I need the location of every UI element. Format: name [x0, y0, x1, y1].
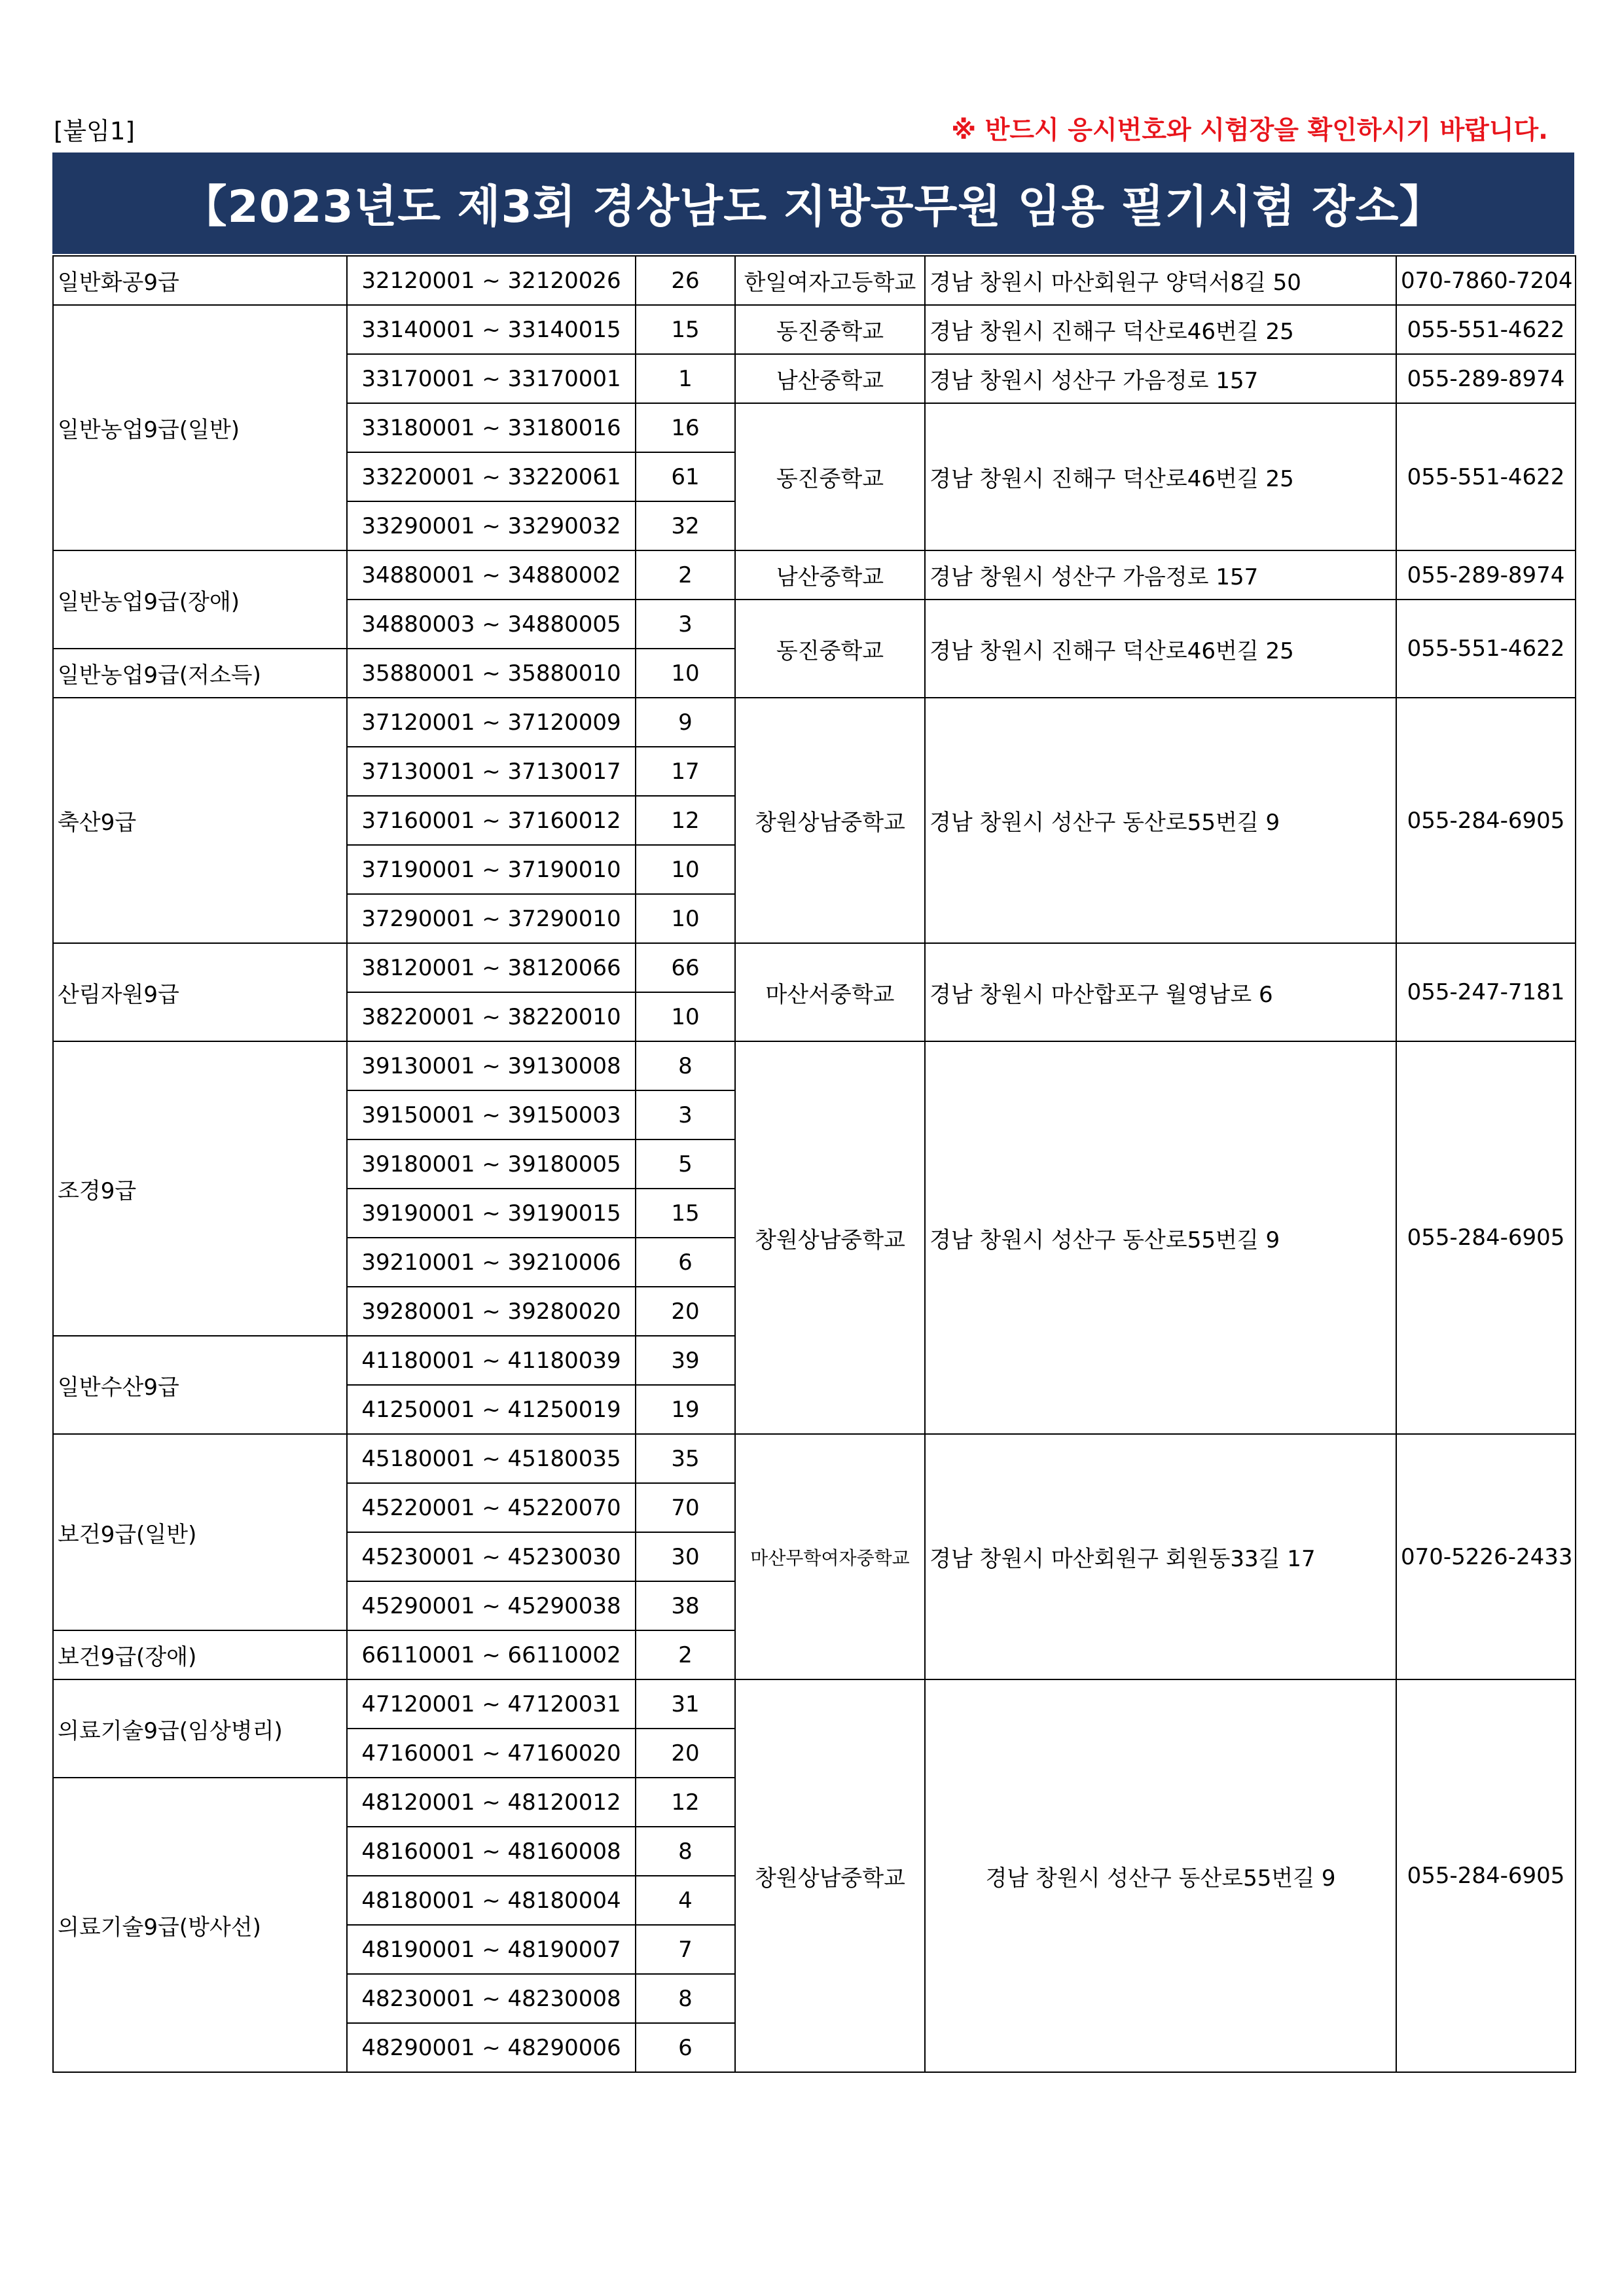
applicant-count-cell: 1	[636, 354, 735, 403]
exam-school-cell: 한일여자고등학교	[735, 256, 925, 305]
table-row	[53, 1041, 1576, 1090]
exam-number-range-cell: 66110001 ~ 66110002	[347, 1630, 636, 1679]
exam-number-range-cell: 39210001 ~ 39210006	[347, 1238, 636, 1287]
school-address-cell: 경남 창원시 마산회원구 회원동33길 17	[925, 1434, 1396, 1679]
applicant-count-cell: 2	[636, 1630, 735, 1679]
school-address-cell: 경남 창원시 마산회원구 양덕서8길 50	[925, 256, 1396, 305]
page-title	[52, 152, 1574, 254]
applicant-count-cell: 10	[636, 845, 735, 894]
job-category-cell: 조경9급	[53, 1041, 347, 1336]
school-phone-cell: 055-551-4622	[1396, 600, 1576, 698]
exam-number-range-cell: 38220001 ~ 38220010	[347, 992, 636, 1041]
applicant-count-cell: 19	[636, 1385, 735, 1434]
school-phone-cell: 055-551-4622	[1396, 403, 1576, 550]
exam-school-cell: 동진중학교	[735, 403, 925, 550]
job-category-cell: 일반화공9급	[53, 256, 347, 305]
applicant-count-cell: 12	[636, 1778, 735, 1827]
school-phone-cell: 070-7860-7204	[1396, 256, 1576, 305]
exam-number-range-cell: 48290001 ~ 48290006	[347, 2023, 636, 2072]
job-category-cell: 의료기술9급(방사선)	[53, 1778, 347, 2072]
exam-number-range-cell: 48160001 ~ 48160008	[347, 1827, 636, 1876]
applicant-count-cell: 8	[636, 1041, 735, 1090]
applicant-count-cell: 6	[636, 1238, 735, 1287]
exam-school-cell: 마산서중학교	[735, 943, 925, 1041]
school-phone-cell: 055-551-4622	[1396, 305, 1576, 354]
exam-school-cell: 남산중학교	[735, 354, 925, 403]
exam-number-range-cell: 33180001 ~ 33180016	[347, 403, 636, 452]
exam-number-range-cell: 34880003 ~ 34880005	[347, 600, 636, 649]
applicant-count-cell: 4	[636, 1876, 735, 1925]
applicant-count-cell: 6	[636, 2023, 735, 2072]
table-row	[53, 305, 1576, 354]
school-phone-cell: 055-284-6905	[1396, 1041, 1576, 1434]
exam-number-range-cell: 41180001 ~ 41180039	[347, 1336, 636, 1385]
exam-number-range-cell: 48190001 ~ 48190007	[347, 1925, 636, 1974]
school-address-cell: 경남 창원시 성산구 가음정로 157	[925, 550, 1396, 600]
school-address-cell: 경남 창원시 진해구 덕산로46번길 25	[925, 600, 1396, 698]
applicant-count-cell: 26	[636, 256, 735, 305]
exam-number-range-cell: 47160001 ~ 47160020	[347, 1729, 636, 1778]
page-title-text: 【2023년도 제3회 경상남도 지방공무원 임용 필기시험 장소】	[182, 181, 1445, 233]
applicant-count-cell: 12	[636, 796, 735, 845]
applicant-count-cell: 15	[636, 305, 735, 354]
applicant-count-cell: 39	[636, 1336, 735, 1385]
school-address-cell: 경남 창원시 성산구 동산로55번길 9	[925, 1679, 1396, 2072]
exam-number-range-cell: 33140001 ~ 33140015	[347, 305, 636, 354]
table-row	[53, 1434, 1576, 1483]
exam-number-range-cell: 48180001 ~ 48180004	[347, 1876, 636, 1925]
job-category-cell: 보건9급(일반)	[53, 1434, 347, 1630]
exam-number-range-cell: 35880001 ~ 35880010	[347, 649, 636, 698]
applicant-count-cell: 3	[636, 1090, 735, 1139]
school-address-cell: 경남 창원시 진해구 덕산로46번길 25	[925, 305, 1396, 354]
school-address-cell: 경남 창원시 성산구 가음정로 157	[925, 354, 1396, 403]
job-category-cell: 축산9급	[53, 698, 347, 943]
applicant-count-cell: 20	[636, 1729, 735, 1778]
exam-school-cell: 창원상남중학교	[735, 1041, 925, 1434]
job-category-cell: 일반농업9급(일반)	[53, 305, 347, 550]
applicant-count-cell: 70	[636, 1483, 735, 1532]
applicant-count-cell: 3	[636, 600, 735, 649]
school-phone-cell: 070-5226-2433	[1396, 1434, 1576, 1679]
exam-number-range-cell: 39130001 ~ 39130008	[347, 1041, 636, 1090]
applicant-count-cell: 32	[636, 501, 735, 550]
applicant-count-cell: 66	[636, 943, 735, 992]
job-category-cell: 보건9급(장애)	[53, 1630, 347, 1679]
school-phone-cell: 055-284-6905	[1396, 1679, 1576, 2072]
school-phone-cell: 055-289-8974	[1396, 354, 1576, 403]
exam-number-range-cell: 48230001 ~ 48230008	[347, 1974, 636, 2023]
exam-number-range-cell: 37130001 ~ 37130017	[347, 747, 636, 796]
attachment-label: [붙임1]	[54, 117, 135, 145]
exam-school-cell: 동진중학교	[735, 305, 925, 354]
applicant-count-cell: 5	[636, 1139, 735, 1189]
exam-number-range-cell: 33220001 ~ 33220061	[347, 452, 636, 501]
exam-school-cell: 동진중학교	[735, 600, 925, 698]
applicant-count-cell: 10	[636, 649, 735, 698]
applicant-count-cell: 20	[636, 1287, 735, 1336]
exam-number-range-cell: 39190001 ~ 39190015	[347, 1189, 636, 1238]
table-row	[53, 943, 1576, 992]
exam-number-range-cell: 39150001 ~ 39150003	[347, 1090, 636, 1139]
exam-number-range-cell: 37290001 ~ 37290010	[347, 894, 636, 943]
applicant-count-cell: 15	[636, 1189, 735, 1238]
exam-school-cell: 창원상남중학교	[735, 698, 925, 943]
applicant-count-cell: 30	[636, 1532, 735, 1581]
exam-number-range-cell: 37160001 ~ 37160012	[347, 796, 636, 845]
table-row	[53, 1679, 1576, 1729]
job-category-cell: 일반농업9급(장애)	[53, 550, 347, 649]
exam-number-range-cell: 45230001 ~ 45230030	[347, 1532, 636, 1581]
table-row	[53, 698, 1576, 747]
exam-number-range-cell: 45290001 ~ 45290038	[347, 1581, 636, 1630]
exam-number-range-cell: 45180001 ~ 45180035	[347, 1434, 636, 1483]
exam-number-range-cell: 41250001 ~ 41250019	[347, 1385, 636, 1434]
exam-school-cell: 남산중학교	[735, 550, 925, 600]
exam-number-range-cell: 34880001 ~ 34880002	[347, 550, 636, 600]
school-address-cell: 경남 창원시 성산구 동산로55번길 9	[925, 1041, 1396, 1434]
applicant-count-cell: 2	[636, 550, 735, 600]
table-row	[53, 550, 1576, 600]
exam-number-range-cell: 48120001 ~ 48120012	[347, 1778, 636, 1827]
applicant-count-cell: 7	[636, 1925, 735, 1974]
applicant-count-cell: 38	[636, 1581, 735, 1630]
job-category-cell: 의료기술9급(임상병리)	[53, 1679, 347, 1778]
exam-school-cell: 창원상남중학교	[735, 1679, 925, 2072]
exam-number-range-cell: 45220001 ~ 45220070	[347, 1483, 636, 1532]
exam-location-table	[52, 255, 1576, 2073]
applicant-count-cell: 10	[636, 894, 735, 943]
applicant-count-cell: 31	[636, 1679, 735, 1729]
exam-school-cell: 마산무학여자중학교	[735, 1434, 925, 1679]
applicant-count-cell: 35	[636, 1434, 735, 1483]
exam-number-range-cell: 32120001 ~ 32120026	[347, 256, 636, 305]
school-phone-cell: 055-284-6905	[1396, 698, 1576, 943]
school-phone-cell: 055-247-7181	[1396, 943, 1576, 1041]
applicant-count-cell: 17	[636, 747, 735, 796]
school-address-cell: 경남 창원시 성산구 동산로55번길 9	[925, 698, 1396, 943]
exam-number-range-cell: 37190001 ~ 37190010	[347, 845, 636, 894]
job-category-cell: 일반농업9급(저소득)	[53, 649, 347, 698]
table-row	[53, 256, 1576, 305]
exam-number-range-cell: 39180001 ~ 39180005	[347, 1139, 636, 1189]
applicant-count-cell: 16	[636, 403, 735, 452]
notice-text: ※ 반드시 응시번호와 시험장을 확인하시기 바랍니다.	[951, 116, 1548, 145]
exam-number-range-cell: 33170001 ~ 33170001	[347, 354, 636, 403]
applicant-count-cell: 10	[636, 992, 735, 1041]
applicant-count-cell: 9	[636, 698, 735, 747]
exam-number-range-cell: 33290001 ~ 33290032	[347, 501, 636, 550]
exam-number-range-cell: 38120001 ~ 38120066	[347, 943, 636, 992]
applicant-count-cell: 61	[636, 452, 735, 501]
exam-number-range-cell: 47120001 ~ 47120031	[347, 1679, 636, 1729]
school-address-cell: 경남 창원시 진해구 덕산로46번길 25	[925, 403, 1396, 550]
school-address-cell: 경남 창원시 마산합포구 월영남로 6	[925, 943, 1396, 1041]
applicant-count-cell: 8	[636, 1827, 735, 1876]
job-category-cell: 일반수산9급	[53, 1336, 347, 1434]
exam-number-range-cell: 39280001 ~ 39280020	[347, 1287, 636, 1336]
school-phone-cell: 055-289-8974	[1396, 550, 1576, 600]
applicant-count-cell: 8	[636, 1974, 735, 2023]
job-category-cell: 산림자원9급	[53, 943, 347, 1041]
exam-number-range-cell: 37120001 ~ 37120009	[347, 698, 636, 747]
